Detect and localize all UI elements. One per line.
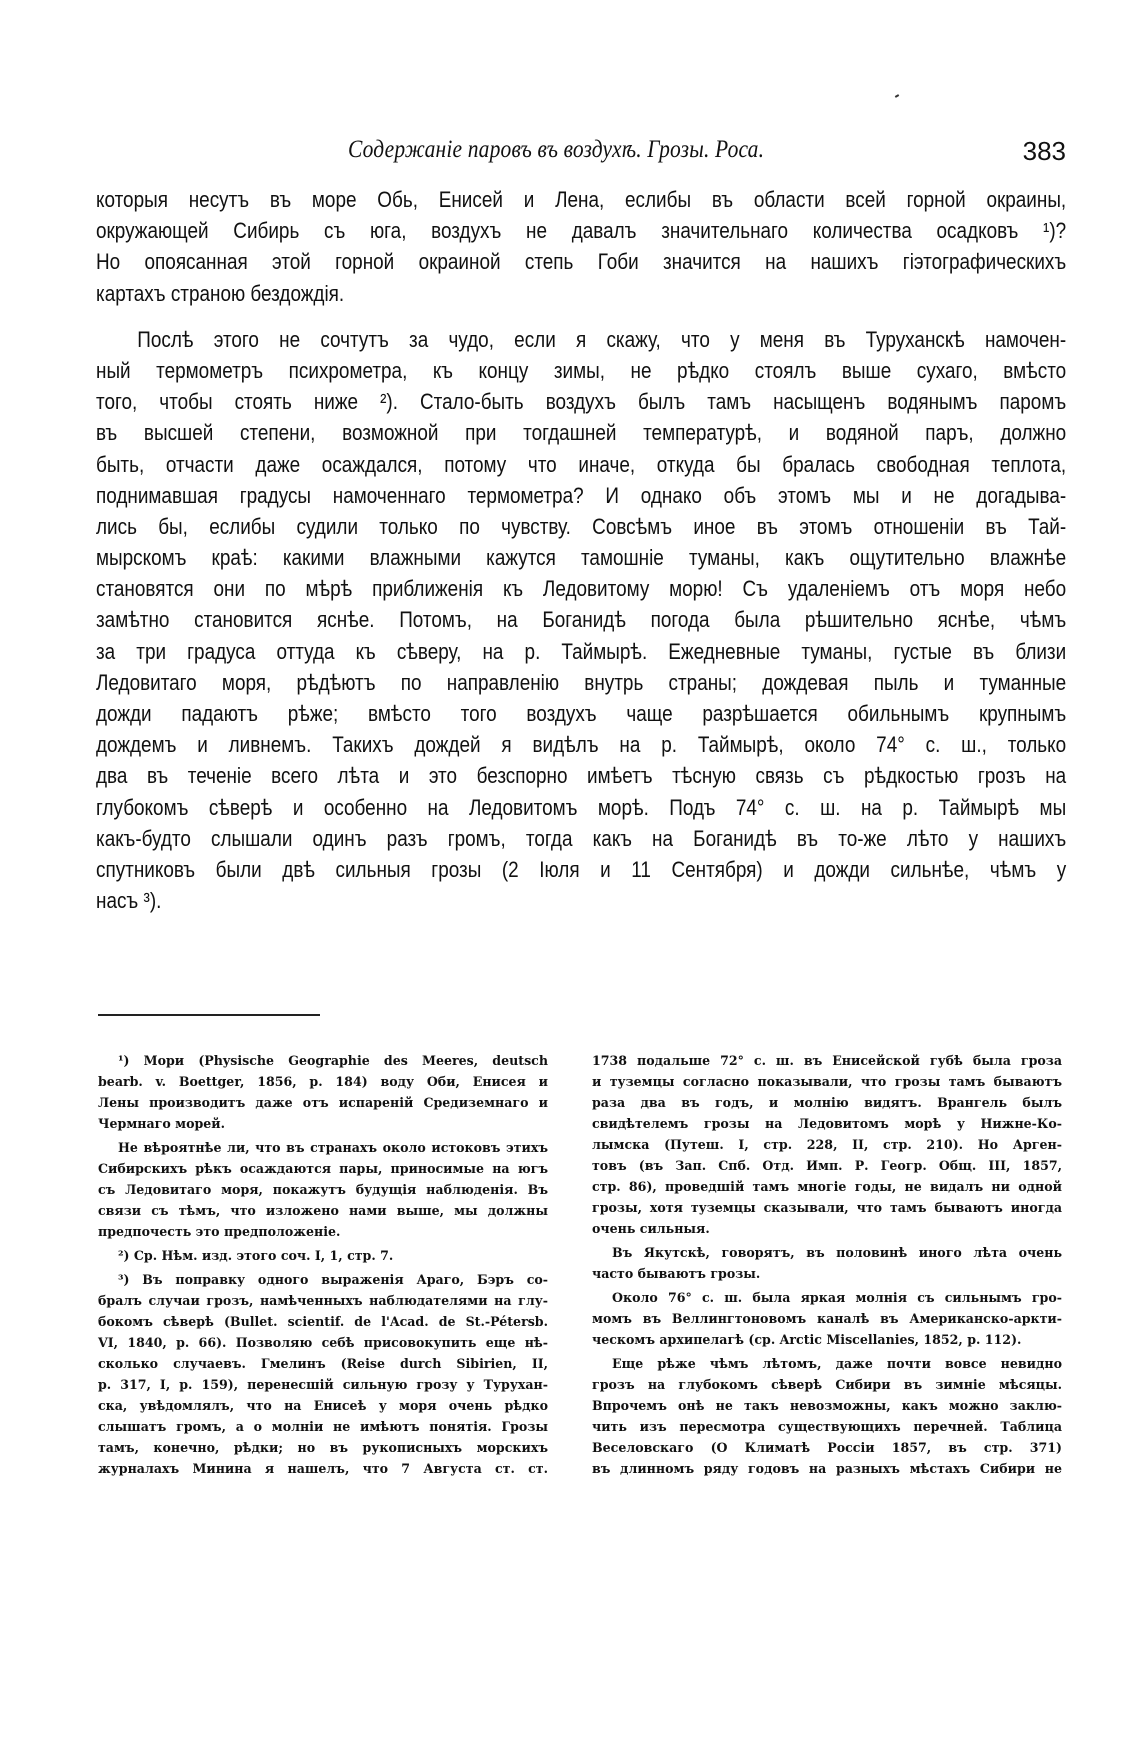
footnote-line: Чермнаго морей. xyxy=(98,1116,226,1131)
text-line: окружающей Сибирь съ юга, воздухъ не давалъ значительнаго количества осадковъ ¹)? xyxy=(96,218,1067,244)
text-line: спутниковъ были двѣ сильныя грозы (2 Iюля и 11 Сентября) и дожди сильнѣе, чѣмъ у xyxy=(96,856,1067,882)
footnote-line: Впрочемъ онѣ не такъ невозможны, какъ можно заклю- xyxy=(592,1398,1062,1413)
running-head xyxy=(96,136,1066,170)
text-line: дождемъ и ливнемъ. Такихъ дождей я видѣлъ на р. Таймырѣ, около 74° с. ш., только xyxy=(96,732,1067,758)
text-line: мырскомъ краѣ: какими влажными кажутся тамошнiе туманы, какъ ощутительно влажнѣе xyxy=(96,545,1067,571)
footnote-3 xyxy=(98,1269,548,1479)
text-line: быть, отчасти даже осаждался, потому что иначе, откуда бы бралась свободная теплота, xyxy=(96,451,1067,477)
text-line: того, чтобы стоять ниже ²). Стало-быть воздухъ былъ тамъ насыщенъ водянымъ паромъ xyxy=(96,389,1067,415)
text-line: Послѣ этого не сочтутъ за чудо, если я скажу, что у меня въ Туруханскѣ намочен- xyxy=(137,326,1067,352)
footnote-line: стр. 86), проведшiй тамъ многiе годы, не видалъ ни одной xyxy=(592,1179,1062,1194)
footnote-line: часто бываютъ грозы. xyxy=(592,1266,761,1281)
footnote-line: раза два въ годъ, и молнiю видятъ. Врангель былъ xyxy=(592,1095,1062,1110)
footnote-line: сколько случаевъ. Гмелинъ (Reise durch Sibirien, II, xyxy=(98,1356,548,1371)
text-line: которыя несутъ въ море Обь, Енисей и Лена, еслибы въ области всей горной окраины, xyxy=(96,187,1067,212)
paragraph-1 xyxy=(96,184,1066,309)
footnote-line: свидѣтелемъ грозы на Ледовитомъ морѣ у Нижне-Ко- xyxy=(592,1116,1062,1131)
footnote-1 xyxy=(98,1050,548,1134)
paragraph-2 xyxy=(96,324,1066,917)
footnote-line: Около 76° с. ш. была яркая молнiя съ сильнымъ гро- xyxy=(612,1290,1062,1305)
main-text xyxy=(96,184,1066,916)
text-line: поднимавшая градусы намоченнаго термометра? И однако объ этомъ мы и не догадыва- xyxy=(96,482,1067,508)
footnote-line: момъ въ Веллингтоновомъ каналѣ въ Американско-аркти- xyxy=(592,1311,1062,1326)
footnote-line: бокомъ сѣверѣ (Bullet. scientif. de l'Acad. de St.-Pétersb. xyxy=(98,1314,548,1329)
footnote-line: Сибирскихъ рѣкъ осаждаются пары, приносимые на югъ xyxy=(98,1161,548,1176)
text-line: дожди падаютъ рѣже; вмѣсто того воздухъ чаще разрѣшается обильнымъ крупнымъ xyxy=(96,701,1067,726)
footnote-line: предпочесть это предположенiе. xyxy=(98,1224,341,1239)
footnote-line: тамъ, конечно, рѣдки; но въ рукописныхъ морскихъ xyxy=(98,1440,548,1455)
footnote-separator xyxy=(98,1014,320,1016)
footnote-line: очень сильныя. xyxy=(592,1221,710,1236)
footnote-line: Въ Якутскѣ, говорятъ, въ половинѣ иного лѣта очень xyxy=(612,1245,1062,1260)
text-line: два въ теченiе всего лѣта и это безспорно имѣетъ тѣсную связь съ рѣдкостью грозъ на xyxy=(96,763,1067,789)
footnote-line: ска, увѣдомлялъ, что на Енисеѣ у моря очень рѣдко xyxy=(98,1398,548,1413)
text-line: Но опоясанная этой горной окраиной степь Гоби значится на нашихъ гiэтографическихъ xyxy=(96,249,1067,275)
footnote-line: 1738 подальше 72° с. ш. въ Енисейской губѣ была гроза xyxy=(592,1053,1062,1068)
text-line: ный термометръ психрометра, къ концу зимы, не рѣдко стоялъ выше сухаго, вмѣсто xyxy=(96,357,1067,383)
paragraph-gap xyxy=(96,309,1066,324)
footnote-line: p. 317, I, p. 159), перенесшiй сильную грозу у Турухан- xyxy=(98,1377,548,1392)
footnote-line: ³) Въ поправку одного выраженiя Араго, Бэръ со- xyxy=(118,1272,548,1287)
footnote-1-continuation xyxy=(98,1137,548,1242)
text-line: какъ-будто слышали одинъ разъ громъ, тогда какъ на Боганидѣ въ то-же лѣто у нашихъ xyxy=(96,825,1067,851)
footnote-line: Веселовскаго (О Климатѣ Россiи 1857, въ стр. 371) xyxy=(592,1440,1062,1455)
text-line: лись бы, еслибы судили только по чувству. Совсѣмъ иное въ этомъ отношенiи въ Тай- xyxy=(96,513,1067,539)
text-line: картахъ страною бездождiя. xyxy=(96,280,345,306)
footnote-line: бралъ случаи грозъ, намѣченныхъ наблюдателями на глу- xyxy=(98,1293,548,1308)
running-title: Содержанiе паровъ въ воздухѣ. Грозы. Роса. xyxy=(348,136,765,163)
footnote-line: ¹) Мори (Physische Geographie des Meeres, deutsch xyxy=(118,1053,548,1068)
footnote-line: ческомъ архипелагѣ (ср. Arctic Miscellanies, 1852, p. 112). xyxy=(592,1332,1022,1347)
footnote-3-continuation xyxy=(592,1050,1062,1239)
footnote-line: связи съ тѣмъ, что изложено нами выше, мы должны xyxy=(98,1203,548,1218)
footnote-3-winter xyxy=(592,1353,1062,1479)
footnotes-left-column xyxy=(98,1050,548,1479)
footnote-line: журналахъ Минина я нашелъ, что 7 Августа ст. ст. xyxy=(98,1461,548,1476)
footnote-line: и туземцы согласно показывали, что грозы тамъ бываютъ xyxy=(592,1074,1062,1089)
text-line: Ледовитаго моря, рѣдѣютъ по направленiю внутрь страны; дождевая пыль и туманные xyxy=(96,669,1067,695)
footnote-line: Не вѣроятнѣе ли, что въ странахъ около истоковъ этихъ xyxy=(118,1140,548,1155)
footnote-line: товъ (въ Зап. Спб. Отд. Имп. Р. Геогр. Общ. III, 1857, xyxy=(592,1158,1062,1173)
footnote-line: bearb. v. Boettger, 1856, p. 184) воду Оби, Енисея и xyxy=(98,1074,548,1089)
footnote-2 xyxy=(98,1245,548,1266)
footnote-line: Еще рѣже чѣмъ лѣтомъ, даже почти вовсе невидно xyxy=(612,1356,1062,1371)
text-line: глубокомъ сѣверѣ и особенно на Ледовитомъ морѣ. Подъ 74° с. ш. на р. Таймырѣ мы xyxy=(96,794,1067,820)
text-line: становятся они по мѣрѣ приближенiя къ Ледовитому морю! Съ удаленiемъ отъ моря небо xyxy=(96,576,1067,602)
footnote-line: чить изъ пересмотра существующихъ перечней. Таблица xyxy=(592,1419,1062,1434)
footnote-3-wellington xyxy=(592,1287,1062,1350)
footnote-line: Лены производитъ даже отъ испаренiй Средиземнаго и xyxy=(98,1095,548,1110)
footnote-line: грозы, хотя туземцы сказывали, что тамъ бываютъ иногда xyxy=(592,1200,1062,1215)
footnote-line: ²) Ср. Нѣм. изд. этого соч. I, 1, стр. 7. xyxy=(118,1248,394,1263)
text-line: замѣтно становится яснѣе. Потомъ, на Боганидѣ погода была рѣшительно яснѣе, чѣмъ xyxy=(96,607,1067,633)
text-line: въ высшей степени, возможной при тогдашней температурѣ, и водяной паръ, должно xyxy=(96,420,1067,446)
footnote-line: грозъ на глубокомъ сѣверѣ Сибири въ зимнiе мѣсяцы. xyxy=(592,1377,1062,1392)
print-speck xyxy=(895,94,899,98)
text-line: насъ ³). xyxy=(96,888,162,914)
text-line: за три градуса оттуда къ сѣверу, на р. Таймырѣ. Ежедневные туманы, густые въ близи xyxy=(96,638,1067,664)
footnote-line: слышатъ громъ, а о молнiи не имѣютъ понятiя. Грозы xyxy=(98,1419,548,1434)
page-number: 383 xyxy=(1022,136,1066,166)
footnotes-right-column xyxy=(592,1050,1062,1479)
footnote-3-yakutsk xyxy=(592,1242,1062,1284)
footnote-line: лымска (Путеш. I, стр. 228, II, стр. 210). Но Арген- xyxy=(592,1137,1062,1152)
footnote-line: VI, 1840, p. 66). Позволяю себѣ присовокупить еще нѣ- xyxy=(98,1335,548,1350)
footnote-line: въ длинномъ ряду годовъ на разныхъ мѣстахъ Сибири не xyxy=(592,1461,1062,1476)
footnote-line: съ Ледовитаго моря, покажутъ будущiя наблюденiя. Въ xyxy=(98,1182,548,1197)
